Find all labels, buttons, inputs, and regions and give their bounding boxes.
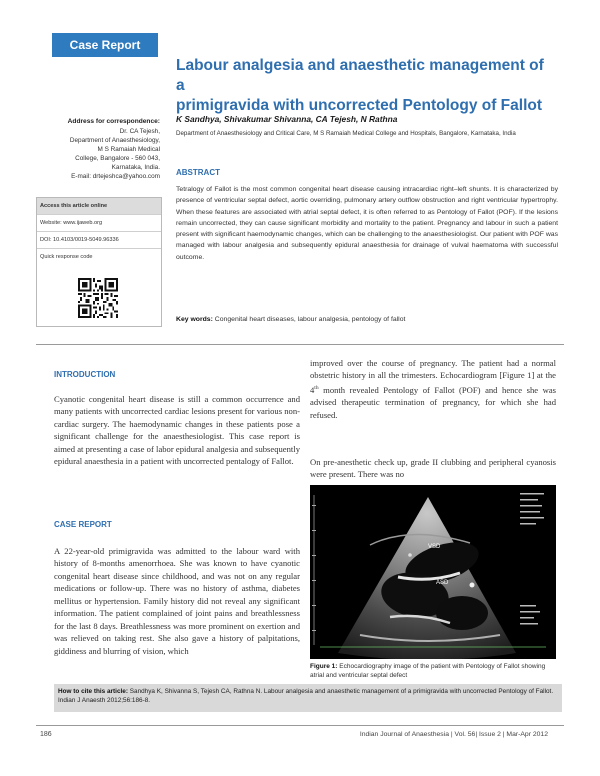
affiliation: Department of Anaesthesiology and Critical Care, M S Ramaiah Medical College and Hospitals, Bangalore, Karnataka, India [176,130,516,137]
citation-box [54,684,562,712]
asd-label: ASD [436,580,449,586]
paragraph-text: month revealed Pentology of Fallot (POF) and hence she was advised therapeutic termination of pregnancy, for which she had refused. [310,384,556,420]
article-type-tag: Case Report [52,33,158,57]
abstract-text: Tetralogy of Fallot is the most common congenital heart disease causing intracardiac right–left shunts. It is characterized by presence of ventricular septal defect, aortic overriding, pulmonary artery outflow obstruction and right ventricular hypertrophy. When these features are associated with atrial septal defect, it is often referred to as Pentology of Fallot (POF). If the lesions remain uncorrected, they can cause significant morbidity and mortality to the patient. Pregnancy and labour in such a patient present with significant haemodynamic changes, which can be challenging to the anaesthesiologist. Our patient with POF was managed with labour analgesia and subsequently epidural anaesthesia for drainage of vulval haematoma with successful outcome. [176,186,558,261]
echocardiogram-figure [310,485,556,659]
page-number: 186 [40,731,52,738]
correspondence-address [36,127,160,181]
vsd-label: VSD [428,544,441,550]
qr-code-icon[interactable] [78,278,118,318]
journal-footer: Indian Journal of Anaesthesia | Vol. 56| Issue 2 | Mar-Apr 2012 [359,731,548,738]
superscript: th [314,384,319,391]
address-line: Dr. CA Tejesh, [119,128,160,135]
citation-label: How to cite this article: [58,688,128,695]
access-heading: Access this article online [37,198,161,215]
address-line: M S Ramaiah Medical [97,146,160,153]
keywords [176,316,558,323]
address-line: Department of Anaesthesiology, [69,137,160,144]
abstract-heading: ABSTRACT [176,168,220,177]
article-title [176,56,556,116]
doi-link[interactable]: DOI: 10.4103/0019-5049.96336 [37,232,161,249]
website-link[interactable]: Website: www.ijaweb.org [37,215,161,232]
address-line: Karnataka, India. [111,164,160,171]
case-report-heading: CASE REPORT [54,520,112,529]
author-list: K Sandhya, Shivakumar Shivanna, CA Tejesh, N Rathna [176,114,398,124]
echocardiogram-image [310,485,556,659]
figure-caption-text: Echocardiography image of the patient with Pentology of Fallot showing atrial and ventricular septal defect [310,663,546,679]
keywords-label: Key words: [176,316,213,323]
introduction-text: Cyanotic congenital heart disease is still a common occurrence and many patients with uncorrected cardiac lesions present for various non-cardiac surgery. The haemodynamic changes in these patients pose a significant challenge for the anaesthesiologist. This case report is aimed at presenting a case of labor epidural analgesia and subsequently epidural anaesthesia in a patient with uncorrected pentalogy of Fallot. [54,394,300,467]
title-line-2: primigravida with uncorrected Pentology of Fallot [176,97,543,114]
correspondence-heading: Address for correspondence: [67,118,160,125]
paragraph-text: improved over the course of pregnancy. The patient had a normal obstetric history in all the trimesters. Echocardiogram [Figure 1] at the 4 [310,358,556,395]
section-divider [36,344,564,345]
address-line: College, Bangalore - 560 043, [75,155,160,162]
access-online-box [36,197,162,327]
title-line-1: Labour analgesia and anaesthetic management of a [176,57,544,94]
figure-caption-label: Figure 1: [310,663,338,670]
email-link[interactable]: E-mail: drtejeshсa@yahoo.com [71,173,160,180]
introduction-heading: INTRODUCTION [54,370,116,379]
footer-divider [36,725,564,726]
right-column-paragraph-1 [310,357,556,421]
keywords-value: Congenital heart diseases, labour analgesia, pentology of fallot [214,316,406,323]
case-report-text: A 22-year-old primigravida was admitted to the labour ward with history of 8-months amenorrhoea. She was known to have cyanotic congenital heart disease since childhood, and was not on any regular medications or follow-up. There was no history of asthma, diabetes mellitus or hypertension. Family history did not reveal any significant information. The patient complained of joint pains and breathlessness for the last 8 days. Breathlessness was more prominent on exertion and was relieved on taking rest. She also gave a history of palpitations, giddiness and blurring of vision, which [54,546,300,656]
qr-label: Quick response code [40,254,93,260]
citation-text: Sandhya K, Shivanna S, Tejesh CA, Rathna N. Labour analgesia and anaesthetic management of a primigravida with uncorrected Pentology of Fallot. Indian J Anaesth 2012;56:186-8. [58,688,554,704]
right-column-paragraph-2: On pre-anesthetic check up, grade II clubbing and peripheral cyanosis were present. There was no [310,457,556,480]
figure-caption [310,662,556,680]
